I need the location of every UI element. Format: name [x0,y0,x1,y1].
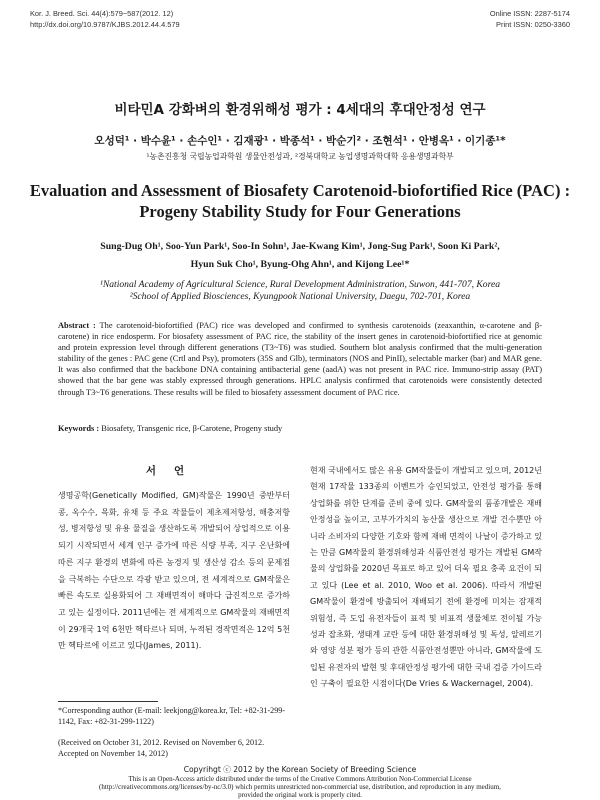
keywords-label: Keywords : [58,424,100,433]
section-heading: 서언 [145,465,203,477]
doi-link[interactable]: http://dx.doi.org/10.9787/KJBS.2012.44.4.579 [30,20,180,29]
journal-citation-header [30,8,180,30]
keywords [58,424,542,433]
english-affiliation [40,279,560,303]
license-line: (http://creativecommons.org/licenses/by-nc/3.0) which permits unrestricted non-commercial use, distribution, and reproduction in any medium, [99,783,501,792]
english-authors [40,238,560,274]
received-dates-note: (Received on October 31, 2012. Revised on November 6, 2012. Accepted on November 14, 2012) [58,738,265,758]
issn-header [490,8,570,30]
english-title-line: Evaluation and Assessment of Biosafety Carotenoid-biofortified Rice (PAC) : [29,181,571,200]
english-affiliation-line: ¹National Academy of Agricultural Science, Rural Development Administration, Suwon, 441-707, Korea [99,279,501,290]
abstract-text: The carotenoid-biofortified (PAC) rice was developed and confirmed to synthesis carotenoids (zeaxanthin, α-carotene and β-carotene) in rice endosperm. For biosafety assessment of PAC rice, the stability of the insert genes in carotenoid-biofortified rice at genomic and protein expression level through different generations (T3~T6) was studied. Southern blot analysis confirmed that the multi-generation stability of the genes : PAC gene (Crtl and Psy), promoters (35S and Glb), terminators (NOS and PinII), selectable marker (bar) and MAR gene. It was also confirmed that the backbone DNA containing antibacterial gene (aadA) was not present in PAC rice. Immuno-strip assay (PAT) showed that the bar gene was stably expressed through generations. HPLC analysis confirmed that carotenoids were consistently detected through T3~T6 generations. These results will be filed to biosafety assessment document of PAC rice. [58,321,542,397]
copyright-notice: Copyrihgt ⓒ 2012 by the Korean Society of Breeding Science [183,765,417,774]
english-authors-line: Hyun Suk Cho¹, Byung-Ohg Ahn¹, and Kijong Lee¹* [190,259,410,270]
english-title-line: Progeny Stability Study for Four Generations [139,202,461,221]
english-affiliation-line: ²School of Applied Biosciences, Kyungpook National University, Daegu, 702-701, Korea [129,291,471,302]
korean-title: 비타민A 강화벼의 환경위해성 평가 : 4세대의 후대안정성 연구 [114,102,486,118]
footnote-divider [58,701,158,702]
license-line: provided the original work is properly cited. [238,791,362,800]
keywords-text: Biosafety, Transgenic rice, β-Carotene, Progeny study [101,424,283,433]
english-title [20,180,580,222]
intro-left-column: 생명공학(Genetically Modified, GM)작물은 1990년 중반부터 콩, 옥수수, 목화, 유채 등 주요 작물들이 제초제저항성, 해충저항성, 병저항성 및 유용 물질을 생산하도록 개발되어 상업적으로 이용되기 시작되면서 세계 인구 증가에 따른 식량 부족, 지구 온난화에 따른 지구 환경의 변화에 따른 농경지 및 생산성 감소 등의 문제점을 극복하는 수단으로 각광 받고 있으며, 전 세계적으로 GM작물은 빠른 속도로 실용화되어 그 재배면적이 해마다 급진적으로 증가하고 있는 실정이다. 2011년에는 전 세계적으로 GM작물의 재배면적이 29개국 1억 6천만 헥타르나 되며, 누적된 경작면적은 12억 5천만 헥타르에 이르고 있다(James, 2011). [58,491,290,651]
korean-affiliation: ¹농촌진흥청 국립농업과학원 생물안전성과, ²경북대학교 농업생명과학대학 응용생명과학부 [146,152,454,161]
korean-authors: 오성덕¹ · 박수윤¹ · 손수인¹ · 김재광¹ · 박종석¹ · 박순기² · 조현석¹ · 안병옥¹ · 이기종¹* [94,135,506,147]
english-authors-line: Sung-Dug Oh¹, Soo-Yun Park¹, Soo-In Sohn¹, Jae-Kwang Kim¹, Jong-Sug Park¹, Soon Ki Park², [100,241,500,252]
online-issn: Online ISSN: 2287-5174 [489,9,570,18]
abstract [58,320,542,398]
license-line: This is an Open-Access article distributed under the terms of the Creative Commons Attribution Non-Commercial License [128,775,472,783]
license-notice [40,775,560,800]
corresponding-author-note: *Corresponding author (E-mail: leekjong@korea.kr, Tel: +82-31-299-1142, Fax: +82-31-299-1122) [58,706,285,726]
intro-right-column: 현재 국내에서도 많은 유용 GM작물들이 개발되고 있으며, 2012년 현재 17작물 133종의 이벤트가 승인되었고, 안전성 평가를 통해 상업화를 위한 단계를 준비 중에 있다. GM작물의 품종개발은 재배 안정성을 높이고, 고부가가치의 농산물 생산으로 개발 건수뿐만 아니라 소비자의 다양한 기호와 함께 재배 면적이 나날이 증가하고 있는 만큼 GM작물의 환경위해성과 식품안전성 평가는 개발된 GM작물의 상업화를 2020년 목표로 하고 있어 더욱 필요 충족 요건이 되고 있다 (Lee et al. 2010, Woo et al. 2006). 따라서 개발된 GM작물이 환경에 방출되어 재배되기 전에 환경에 미치는 잠재적 위험성, 즉 도입 유전자들이 표적 및 비표적 생물체로 전이될 가능성과 잡초화, 생태계 교란 등에 대한 환경위해성 및 독성, 알레르기와 영양 성분 평가 등의 관한 식품안전성뿐만 아니라, GM작물에 도입된 유전자의 발현 및 후대안정성 평가에 대한 국내 검증 가이드라인 구축이 필요한 시점이다(De Vries & Wackernagel, 2004). [310,466,542,689]
print-issn: Print ISSN: 0250-3360 [496,20,570,29]
abstract-label: Abstract : [58,321,96,330]
journal-citation: Kor. J. Breed. Sci. 44(4):579~587(2012. 12) [30,9,174,18]
